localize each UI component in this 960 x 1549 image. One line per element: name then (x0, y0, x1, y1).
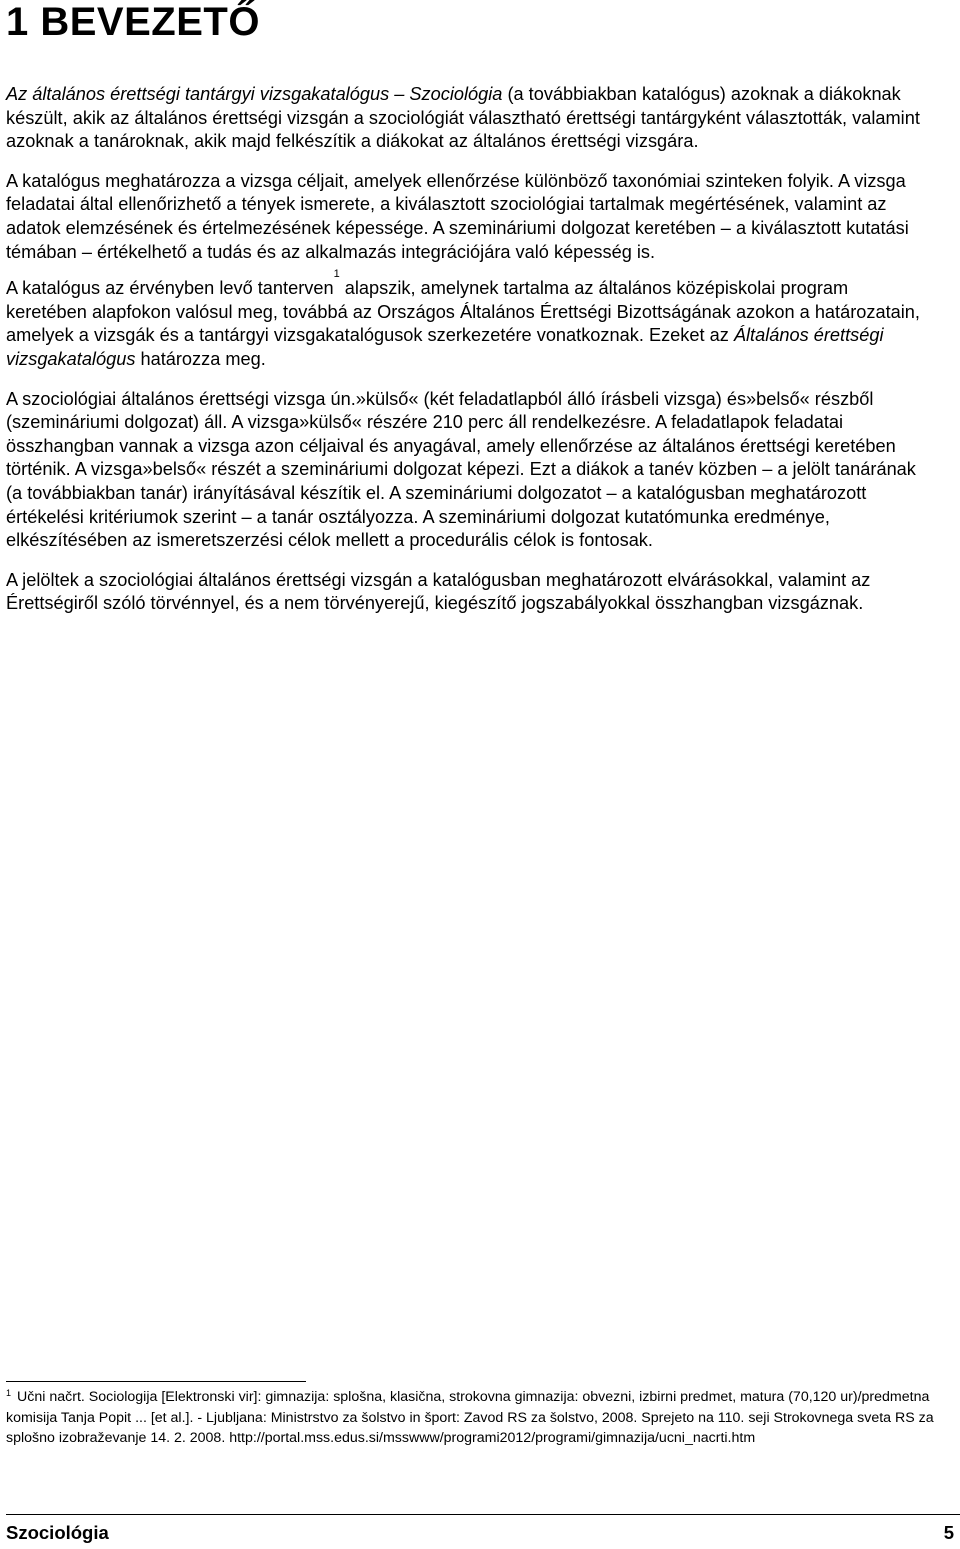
footnote-separator (6, 1381, 306, 1382)
page-number: 5 (943, 1522, 954, 1543)
footnote (6, 1387, 936, 1449)
footnote-marker: 1 (6, 1388, 12, 1398)
paragraph-curriculum-text-1: A katalógus az érvényben levő tanterven (6, 278, 334, 299)
paragraph-exam-structure: A szociológiai általános érettségi vizsga ún.»külső« (két feladatlapból álló írásbeli vizsga) és»belső« részből (szemináriumi dolgozat) áll. A vizsga»külső« részére 210 perc áll rendelkezésre. A feladatlapok feladatai összhangban vannak a vizsga azon céljaival és anyagával, amely ellenőrzése az általános érettségi keretében történik. A vizsga»belső« részét a szemináriumi dolgozat képezi. Ezt a diákok a tanév közben – a jelölt tanárának (a továbbiakban tanár) irányításával készítik el. A szemináriumi dolgozatot – a katalógusban meghatározott értékelési kritériumok szerint – a tanár osztályozza. A szemináriumi dolgozat kutatómunka eredménye, elkészítésében az ismeretszerzési célok mellett a procedurális célok is fontosak. (6, 388, 916, 551)
paragraph-curriculum-text-2: alapszik, amelynek tartalma az általános középiskolai program keretében alapfokon valósul meg, továbbá az Országos Általános Érettségi Bizottságának azokon a határozatain, amelyek a vizsgák és a tantárgyi vizsgakatalógusok szerkezetére vonatkoznak. Ezeket az (6, 278, 920, 346)
general-catalog-italic: Általános érettségi vizsgakatalógus (6, 325, 884, 369)
paragraph-intro-text: (a továbbiakban katalógus) azoknak a diákoknak készült, akik az általános érettségi vizsgán a szociológiát választható érettségi tantárgyként választották, valamint azoknak a tanároknak, akik majd felkészítik a diákokat az általános érettségi vizsgára. (6, 84, 920, 152)
footer-title: Szociológia (6, 1522, 109, 1543)
paragraph-intro (6, 83, 924, 154)
paragraph-curriculum-text-3: határozza meg. (135, 348, 266, 369)
footer-rule (6, 1514, 960, 1515)
footnote-text: Učni načrt. Sociologija [Elektronski vir]: gimnazija: splošna, klasična, strokovna gimnazija: obvezni, izbirni predmet, matura (70,120 ur)/predmetna komisija Tanja Popit ... [et al.]. - Ljubljana: Ministrstvo za šolstvo in šport: Zavod RS za šolstvo, 2008. Sprejeto na 110. seji Strokovnega sveta RS za splošno izobraževanje 14. 2. 2008. http://portal.mss.edus.si/msswww/programi2012/programi/gimnazija/ucni_nacrti.htm (6, 1389, 934, 1447)
document-page (6, 0, 954, 1549)
paragraph-goals: A katalógus meghatározza a vizsga céljait, amelyek ellenőrzése különböző taxonómiai szinteken folyik. A vizsga feladatai által ellenőrizhető a tények ismerete, a kiválasztott szociológiai tartalmak megértésének, valamint az adatok elemzésének és értelmezésének képessége. A szemináriumi dolgozat keretében – a kiválasztott kutatási témában – értékelhető a tudás és az alkalmazás integrációjára való képesség is. (6, 170, 909, 262)
body-text (6, 83, 924, 632)
catalog-title-italic: Az általános érettségi tantárgyi vizsgakatalógus – Szociológia (6, 84, 503, 104)
footnote-reference: 1 (333, 268, 340, 281)
page-heading: 1 BEVEZETŐ (6, 0, 260, 44)
paragraph-candidates: A jelöltek a szociológiai általános érettségi vizsgán a katalógusban meghatározott elvárásokkal, valamint az Érettségiről szóló törvénnyel, és a nem törvényerejű, kiegészítő jogszabályokkal összhangban vizsgáznak. (6, 569, 871, 614)
paragraph-curriculum (6, 268, 924, 371)
